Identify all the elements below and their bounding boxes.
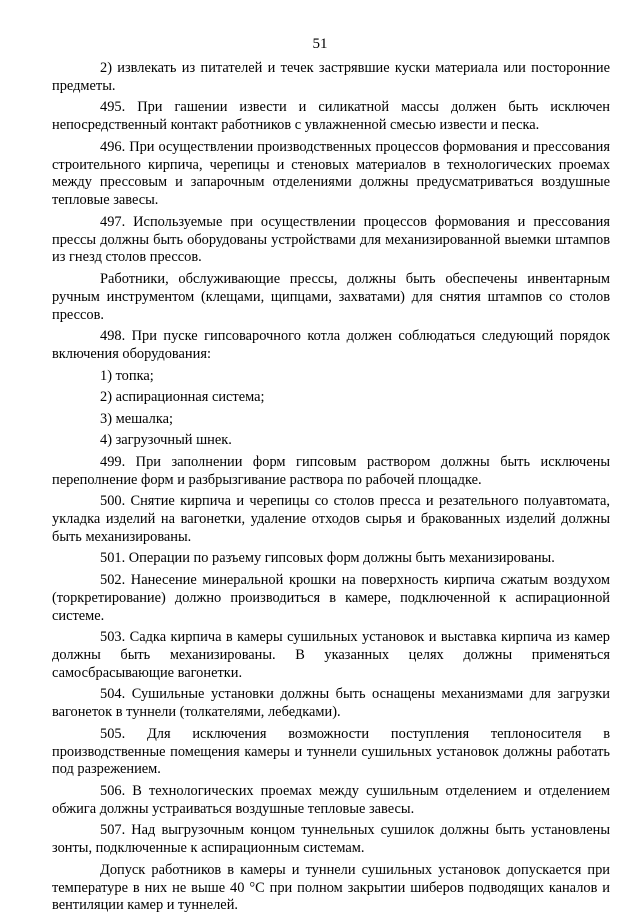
list-item-2: 2) аспирационная система;	[100, 389, 265, 406]
paragraph-504: 504. Сушильные установки должны быть оснащены механизмами для загрузки вагонеток в туннели (толкателями, лебедками).	[52, 686, 610, 721]
paragraph-496: 496. При осуществлении производственных процессов формования и прессования строительного кирпича, черепицы и стеновых материалов в технологических проемах между прессовым и запарочным отделениями должны предусматриваться воздушные тепловые завесы.	[52, 138, 610, 209]
document-body	[52, 60, 610, 919]
paragraph-503: 503. Садка кирпича в камеры сушильных установок и выставка кирпича из камер должны быть механизированы. В указанных целях должны применяться самосбрасывающие вагонетки.	[52, 629, 610, 681]
paragraph-item-2: 2) извлекать из питателей и течек застрявшие куски материала или посторонние предметы.	[52, 60, 610, 94]
paragraph-499: 499. При заполнении форм гипсовым раствором должны быть исключены переполнение форм и разбрызгивание раствора по рабочей площадке.	[52, 453, 610, 488]
page-number: 51	[312, 36, 328, 52]
paragraph-502: 502. Нанесение минеральной крошки на поверхность кирпича сжатым воздухом (торкретирование) должно производиться в камере, подключенной к аспирационной системе.	[52, 572, 610, 624]
paragraph-497-continued: Работники, обслуживающие прессы, должны быть обеспечены инвентарным ручным инструментом (клещами, щипцами, захватами) для снятия штампов со столов прессов.	[52, 270, 610, 323]
paragraph-495: 495. При гашении извести и силикатной массы должен быть исключен непосредственный контакт работников с увлажненной смесью извести и песка.	[52, 99, 610, 134]
list-item-4: 4) загрузочный шнек.	[100, 432, 232, 449]
paragraph-498: 498. При пуске гипсоварочного котла должен соблюдаться следующий порядок включения оборудования:	[52, 328, 610, 362]
list-item-3: 3) мешалка;	[100, 410, 174, 427]
paragraph-501: 501. Операции по разъему гипсовых форм должны быть механизированы.	[100, 550, 555, 567]
paragraph-497: 497. Используемые при осуществлении процессов формования и прессования прессы должны быть оборудованы устройствами для механизированной выемки штампов из гнезд столов прессов.	[52, 213, 610, 266]
paragraph-506: 506. В технологических проемах между сушильным отделением и отделением обжига должны устраиваться воздушные тепловые завесы.	[52, 783, 610, 817]
paragraph-507-continued: Допуск работников в камеры и туннели сушильных установок допускается при температуре в них не выше 40 °С при полном закрытии шиберов подводящих каналов и вентиляции камер и туннелей.	[52, 861, 610, 914]
paragraph-507: 507. Над выгрузочным концом туннельных сушилок должны быть установлены зонты, подключенные к аспирационным системам.	[52, 822, 610, 857]
paragraph-500: 500. Снятие кирпича и черепицы со столов пресса и резательного полуавтомата, укладка изделий на вагонетки, удаление отходов сырья и бракованных изделий должны быть механизированы.	[52, 493, 610, 545]
list-item-1: 1) топка;	[100, 367, 154, 384]
paragraph-505: 505. Для исключения возможности поступления теплоносителя в производственные помещения камеры и туннели сушильных установок должны работать под разрежением.	[52, 725, 610, 778]
